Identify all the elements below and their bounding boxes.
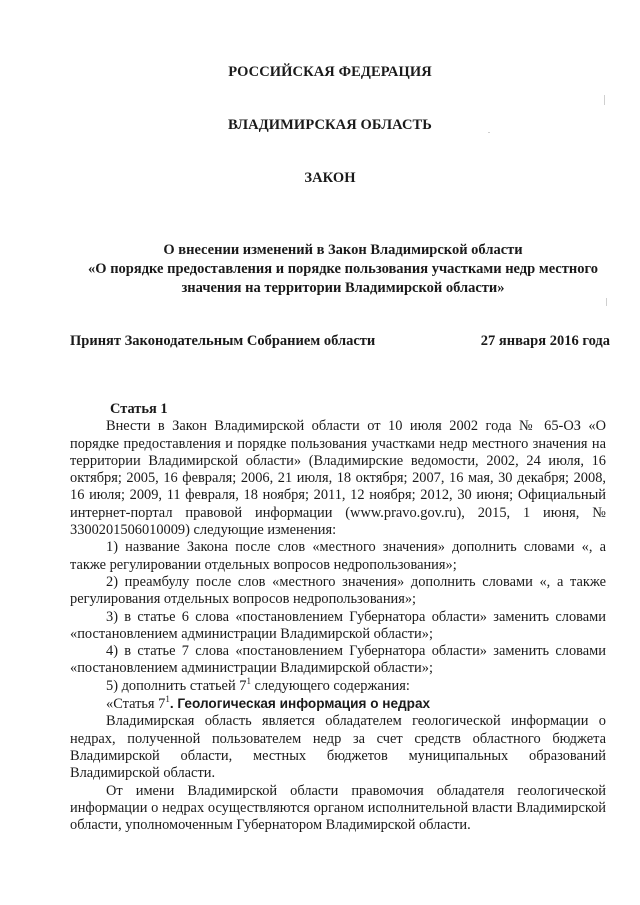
new-article-paragraph-2: От имени Владимирской области правомочия обладателя геологической информации о недрах осуществляются органом исполнительной власти Владимирской области, уполномоченным Губернатором Владимирской области. xyxy=(70,782,606,834)
law-title-line-3: значения на территории Владимирской области» xyxy=(181,280,505,296)
scan-speck xyxy=(604,95,605,105)
law-title xyxy=(58,241,628,298)
new-article-superscript: 1 xyxy=(165,694,170,705)
new-article-title: . Геологическая информация о недрах xyxy=(169,696,431,712)
adoption-text: Принят Законодательным Собранием области xyxy=(70,333,376,349)
country-heading: РОССИЙСКАЯ ФЕДЕРАЦИЯ xyxy=(228,64,432,80)
amendment-item-3: 3) в статье 6 слова «постановлением Губернатора области» заменить словами «постановлением администрации Владимирской области»; xyxy=(70,608,606,642)
amendment-item-4: 4) в статье 7 слова «постановлением Губернатора области» заменить словами «постановлением администрации Владимирской области»; xyxy=(70,643,606,677)
adoption-date: 27 января 2016 года xyxy=(480,333,610,349)
scan-speck xyxy=(606,298,607,306)
document-type-heading: ЗАКОН xyxy=(304,170,356,186)
adoption-line xyxy=(70,333,610,350)
new-article-heading xyxy=(70,695,606,713)
article-1 xyxy=(70,401,606,834)
new-article-prefix: «Статья 7 xyxy=(106,696,166,713)
new-article-paragraph-1: Владимирская область является обладателем геологической информации о недрах, полученной пользователем недр за счет средств областного бюджета Владимирской области, местных бюджетов муниципальных образований Владимирской области. xyxy=(70,713,606,782)
law-title-line-1: О внесении изменений в Закон Владимирской области xyxy=(163,242,523,258)
article-1-heading: Статья 1 xyxy=(110,401,168,417)
item-5-suffix: следующего содержания: xyxy=(250,677,410,694)
item-5-superscript: 1 xyxy=(246,675,251,686)
amendment-item-2: 2) преамбулу после слов «местного значения» дополнить словами «, а также регулирования отдельных вопросов недропользования»; xyxy=(70,573,606,608)
scan-speck xyxy=(488,132,490,133)
amendment-item-1: 1) название Закона после слов «местного значения» дополнить словами «, а также регулировании отдельных вопросов недропользования»; xyxy=(70,539,606,573)
article-1-intro: Внести в Закон Владимирской области от 10 июля 2002 года № 65-ОЗ «О порядке предоставления и порядке пользования участками недр местного значения на территории Владимирской области» (Владимирские ведомости, 2002, 24 июля, 16 октября; 2005, 16 февраля; 2006, 21 июля, 18 октября; 2007, 16 мая, 30 декабря; 2008, 16 июля; 2009, 11 февраля, 18 ноября; 2011, 12 ноября; 2012, 30 июня; Официальный интернет-портал правовой информации (www.pravo.gov.ru), 2015, 1 июня, № 3300201506010009) следующие изменения: xyxy=(70,418,606,539)
region-heading: ВЛАДИМИРСКАЯ ОБЛАСТЬ xyxy=(228,117,432,133)
law-title-line-2: «О порядке предоставления и порядке пользования участками недр местного xyxy=(88,261,598,277)
amendment-item-5 xyxy=(70,675,606,695)
item-5-prefix: 5) дополнить статьей 7 xyxy=(106,677,247,694)
